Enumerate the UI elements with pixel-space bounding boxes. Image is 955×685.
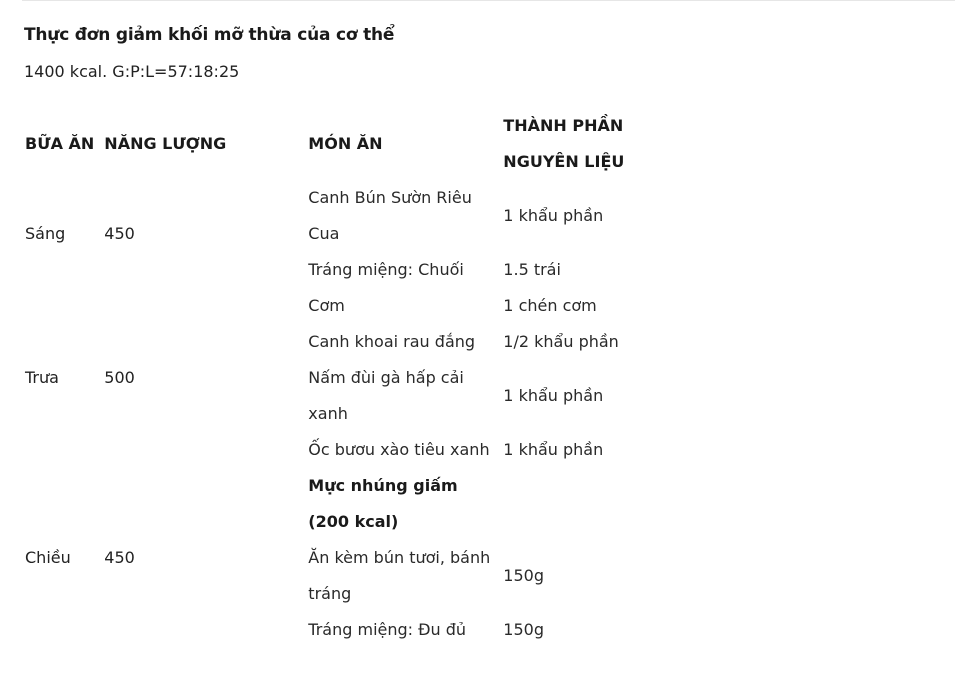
header-ingredients-line1: THÀNH PHẦN: [503, 116, 624, 135]
meal-energy-breakfast: 450: [104, 224, 135, 243]
table-row: [20, 468, 698, 540]
dish-name: Ốc bươu xào tiêu xanh: [308, 440, 490, 459]
dish-name: Canh khoai rau đắng: [308, 332, 476, 351]
ingredient-amount: [498, 468, 698, 540]
header-ingredients-line2: NGUYÊN LIỆU: [503, 152, 625, 171]
header-energy: NĂNG LƯỢNG: [104, 134, 227, 153]
dish-name: Cơm: [308, 296, 345, 315]
header-meal: BỮA ĂN: [25, 134, 95, 153]
dish-name: Tráng miệng: Chuối: [308, 260, 464, 279]
table-row: [20, 288, 698, 324]
table-row: [20, 180, 698, 252]
dish-name: Mực nhúng giấm (200 kcal): [308, 476, 458, 531]
table-header-row: [20, 108, 698, 180]
page-title: Thực đơn giảm khối mỡ thừa của cơ thể: [24, 25, 395, 45]
calorie-summary: 1400 kcal. G:P:L=57:18:25: [24, 62, 240, 81]
top-divider: [22, 0, 955, 1]
ingredient-amount: 150g: [503, 620, 544, 639]
ingredient-amount: 1/2 khẩu phần: [503, 332, 619, 351]
ingredient-amount: 1 chén cơm: [503, 296, 597, 315]
header-ingredients: [498, 108, 698, 180]
dish-name: Canh Bún Sườn Riêu Cua: [308, 188, 472, 243]
meal-name-breakfast: Sáng: [25, 224, 66, 243]
ingredient-amount: 1 khẩu phần: [503, 440, 604, 459]
meal-name-afternoon: Chiều: [25, 548, 71, 567]
dish-name: Nấm đùi gà hấp cải xanh: [308, 368, 464, 423]
ingredient-amount: 1.5 trái: [503, 260, 561, 279]
meal-name-lunch: Trưa: [25, 368, 59, 387]
ingredient-amount: 150g: [503, 566, 544, 585]
header-dish: MÓN ĂN: [308, 134, 383, 153]
ingredient-amount: 1 khẩu phần: [503, 386, 604, 405]
dish-name: Tráng miệng: Đu đủ: [308, 620, 467, 639]
dish-name: Ăn kèm bún tươi, bánh tráng: [308, 548, 491, 603]
meal-plan-table: [20, 108, 698, 648]
meal-energy-afternoon: 450: [104, 548, 135, 567]
ingredient-amount: 1 khẩu phần: [503, 206, 604, 225]
meal-energy-lunch: 500: [104, 368, 135, 387]
